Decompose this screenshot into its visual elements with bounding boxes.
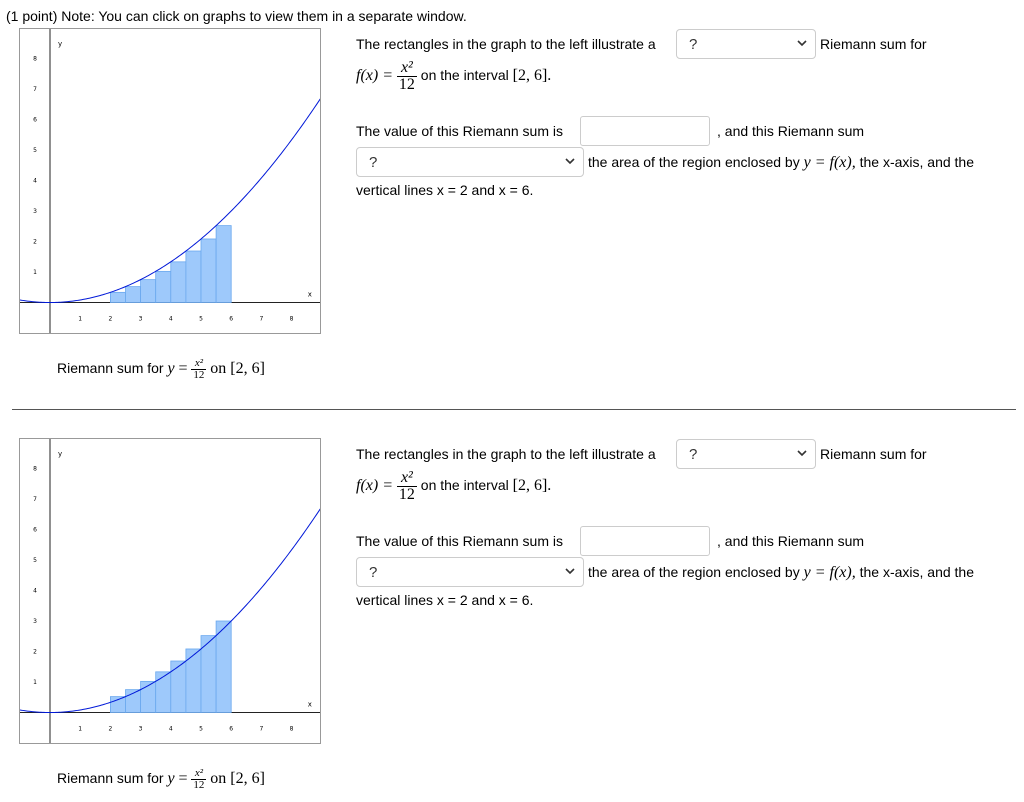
x-tick-label: 7 — [259, 725, 264, 733]
riemann-rectangle — [171, 262, 186, 303]
y-tick-label: 1 — [33, 679, 37, 686]
fx-numerator: x² — [397, 470, 417, 487]
x-axis-label: x — [307, 290, 312, 299]
caption-var-y: y — [167, 360, 175, 378]
section-divider — [12, 409, 1016, 410]
function-expression — [356, 470, 551, 503]
riemann-rectangle — [126, 287, 141, 303]
y-tick-label: 4 — [33, 177, 37, 185]
caption-fraction — [191, 768, 206, 791]
q2-prefix: The value of this Riemann sum is — [356, 123, 563, 139]
caption-denominator: 12 — [193, 779, 205, 791]
y-tick-label: 7 — [33, 86, 37, 93]
caption-equals: = — [178, 360, 188, 378]
y-axis-label: y — [58, 40, 63, 48]
x-tick-label: 3 — [138, 315, 143, 323]
q1-suffix: Riemann sum for — [820, 446, 927, 462]
q3-suffix-b: the x-axis, and the — [859, 154, 974, 170]
q4-text: vertical lines x = 2 and x = 6. — [356, 182, 534, 198]
riemann-rectangle — [156, 271, 171, 302]
caption-prefix: Riemann sum for — [57, 360, 164, 377]
q2-suffix: , and this Riemann sum — [717, 123, 865, 139]
x-tick-label: 4 — [168, 315, 173, 323]
riemann-rectangle — [110, 697, 125, 713]
riemann-chart-2 — [20, 439, 320, 743]
y-tick-label: 4 — [33, 587, 37, 595]
y-tick-label: 2 — [33, 238, 37, 246]
riemann-graph-1[interactable] — [19, 28, 321, 334]
q3-equation: y = f(x), — [803, 564, 856, 581]
x-tick-label: 2 — [108, 315, 113, 323]
function-expression — [356, 60, 551, 93]
x-tick-label: 5 — [199, 725, 203, 733]
fx-fraction — [397, 60, 417, 93]
fx-denominator: 12 — [398, 486, 415, 503]
caption-prefix: Riemann sum for — [57, 770, 164, 787]
caption-interval: on [2, 6] — [210, 770, 265, 788]
fx-interval-prefix: on the interval — [420, 477, 509, 494]
caption-var-y: y — [167, 770, 175, 788]
riemann-type-select[interactable] — [676, 29, 816, 59]
y-tick-label: 5 — [33, 557, 37, 564]
riemann-rectangle — [186, 649, 201, 713]
riemann-rectangle — [201, 239, 216, 303]
select-value: ? — [369, 564, 378, 581]
y-tick-label: 7 — [33, 496, 37, 503]
y-tick-label: 8 — [33, 465, 37, 473]
q1-prefix: The rectangles in the graph to the left illustrate a — [356, 36, 656, 52]
fx-interval-prefix: on the interval — [420, 67, 509, 84]
graph-caption-1 — [57, 358, 265, 381]
select-value: ? — [369, 154, 378, 171]
graph-caption-2 — [57, 768, 265, 791]
x-tick-label: 7 — [259, 315, 264, 323]
instructions-note: (1 point) Note: You can click on graphs to view them in a separate window. — [6, 8, 467, 24]
select-value: ? — [689, 36, 698, 53]
caption-equals: = — [178, 770, 188, 788]
riemann-rectangle — [156, 672, 171, 713]
riemann-value-input[interactable] — [580, 526, 710, 556]
chevron-down-icon — [797, 38, 807, 48]
riemann-chart-1 — [20, 29, 320, 333]
q3-equation: y = f(x), — [803, 154, 856, 171]
x-tick-label: 3 — [138, 725, 143, 733]
select-value: ? — [689, 446, 698, 463]
x-tick-label: 1 — [78, 315, 83, 323]
fx-denominator: 12 — [398, 76, 415, 93]
x-tick-label: 6 — [229, 725, 234, 733]
caption-interval: on [2, 6] — [210, 360, 265, 378]
x-axis-label: x — [307, 700, 312, 709]
comparison-select[interactable] — [356, 557, 584, 587]
y-tick-label: 3 — [33, 618, 37, 625]
chevron-down-icon — [797, 448, 807, 458]
q1-suffix: Riemann sum for — [820, 36, 927, 52]
q1-prefix: The rectangles in the graph to the left illustrate a — [356, 446, 656, 462]
q4-text: vertical lines x = 2 and x = 6. — [356, 592, 534, 608]
q2-suffix: , and this Riemann sum — [717, 533, 865, 549]
chevron-down-icon — [565, 566, 575, 576]
fx-numerator: x² — [397, 60, 417, 77]
fx-lhs: f(x) = — [356, 67, 393, 85]
x-tick-label: 2 — [108, 725, 113, 733]
riemann-rectangle — [171, 661, 186, 712]
x-tick-label: 6 — [229, 315, 234, 323]
x-tick-label: 1 — [78, 725, 83, 733]
riemann-type-select[interactable] — [676, 439, 816, 469]
fx-lhs: f(x) = — [356, 477, 393, 495]
x-tick-label: 4 — [168, 725, 173, 733]
q3-suffix — [588, 564, 974, 582]
y-tick-label: 1 — [33, 269, 37, 276]
riemann-rectangle — [110, 292, 125, 302]
caption-denominator: 12 — [193, 369, 205, 381]
function-curve — [20, 76, 320, 303]
fx-interval: [2, 6]. — [512, 67, 552, 85]
q3-suffix — [588, 154, 974, 172]
y-tick-label: 8 — [33, 55, 37, 63]
riemann-value-input[interactable] — [580, 116, 710, 146]
x-tick-label: 8 — [289, 725, 294, 733]
caption-numerator: x² — [191, 768, 206, 780]
comparison-select[interactable] — [356, 147, 584, 177]
x-tick-label: 8 — [289, 315, 294, 323]
fx-fraction — [397, 470, 417, 503]
caption-fraction — [191, 358, 206, 381]
riemann-rectangle — [186, 251, 201, 302]
chevron-down-icon — [565, 156, 575, 166]
q3-suffix-a: the area of the region enclosed by — [588, 564, 800, 580]
y-tick-label: 6 — [33, 116, 37, 124]
riemann-rectangle — [216, 621, 231, 713]
q3-suffix-b: the x-axis, and the — [859, 564, 974, 580]
caption-numerator: x² — [191, 358, 206, 370]
q3-suffix-a: the area of the region enclosed by — [588, 154, 800, 170]
riemann-rectangle — [216, 226, 231, 303]
x-tick-label: 5 — [199, 315, 203, 323]
y-tick-label: 3 — [33, 208, 37, 215]
y-axis-label: y — [58, 450, 63, 458]
riemann-rectangle — [141, 280, 156, 303]
y-tick-label: 2 — [33, 648, 37, 656]
fx-interval: [2, 6]. — [512, 477, 552, 495]
riemann-graph-2[interactable] — [19, 438, 321, 744]
y-tick-label: 5 — [33, 147, 37, 154]
q2-prefix: The value of this Riemann sum is — [356, 533, 563, 549]
y-tick-label: 6 — [33, 526, 37, 534]
